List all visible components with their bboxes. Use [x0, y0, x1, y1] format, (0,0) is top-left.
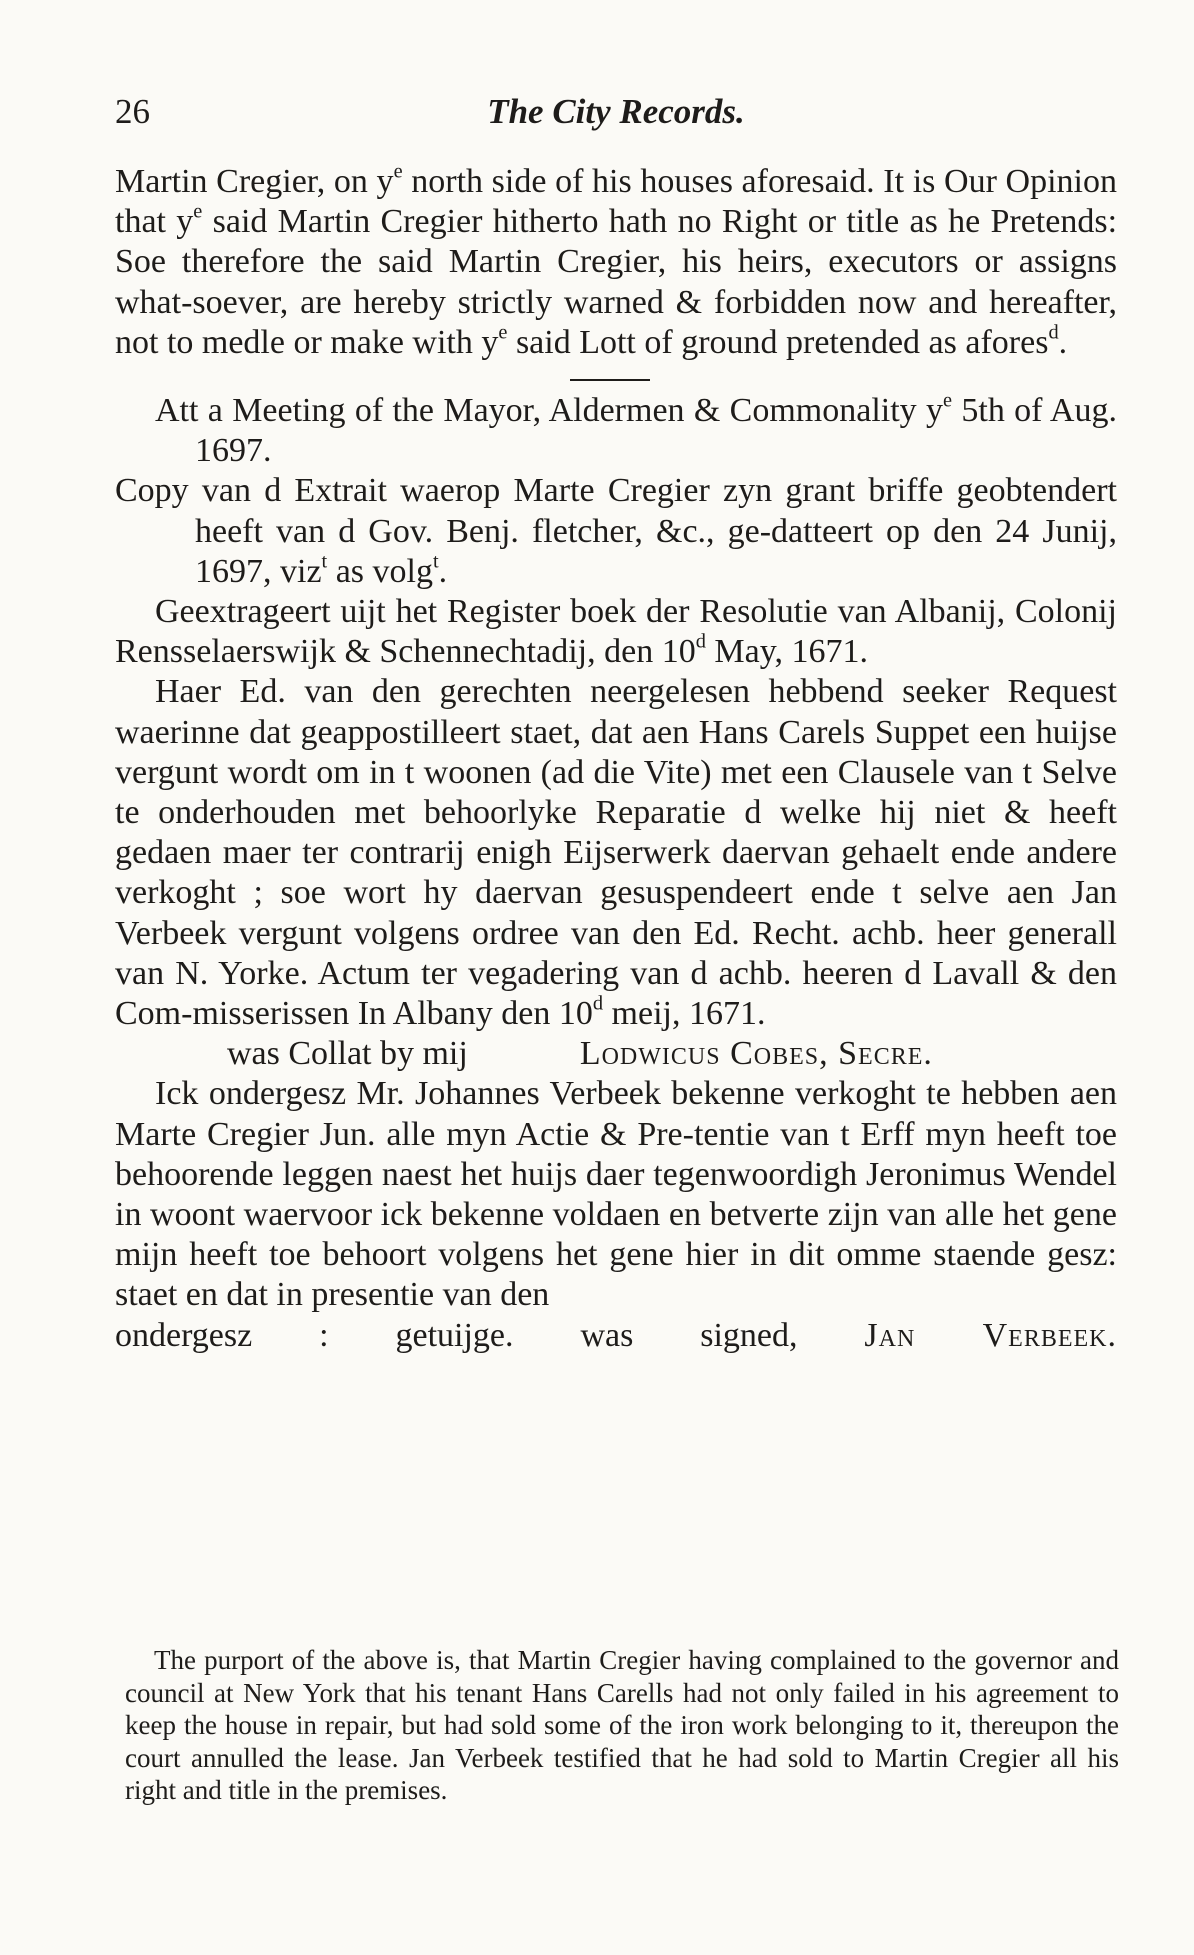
paragraph-meeting-heading: Att a Meeting of the Mayor, Aldermen & Commonality $y^e$ 5th of Aug. 1697.: [155, 389, 1117, 470]
paragraph-cregier-opinion: Martin Cregier, on $y^e$ north side of his houses aforesaid. It is Our Opinion that $y^e$ said Martin Cregier hitherto hath no Right or title as he Pretends: Soe therefore the said Martin Cregier, his heirs, executors or assigns what-soever, are hereby strictly warned & forbidden now and hereafter, not to medle or make with $y^e$ said Lott of ground pretended as afores$^d$.: [115, 160, 1118, 361]
paragraph-copy-extract: Copy van d Extrait waerop Marte Cregier zyn grant briffe geobtendert heeft van d Gov. Benj. fletcher, &c., ge-datteert op den 24 Junij, 1697, viz$^t$ as volg$^t$.: [115, 472, 1117, 590]
paragraph-court-resolution: Haer Ed. van den gerechten neergelesen hebbend seeker Request waerinne dat geappostilleert staet, dat aen Hans Carels Suppet een huijse vergunt wordt om in t woonen (ad die Vite) met een Clausele van t Selve te onderhouden met behoorlyke Reparatie d welke hij niet & heeft gedaen maer ter contrarij enigh Eijserwerk daervan gehaelt ende andere verkoght ; soe wort hy daervan gesuspendeert ende t selve aen Jan Verbeek vergunt volgens ordree van den Ed. Recht. achb. heer generall van N. Yorke. Actum ter vegadering van d achb. heeren d Lavall & den Com-misserissen In Albany den 10$^d$ meij, 1671.: [115, 673, 1117, 1033]
signed-label: was signed,: [580, 1316, 798, 1354]
running-title: The City Records.: [487, 92, 745, 131]
section-divider: [570, 379, 650, 381]
collation-label: was Collat by mij: [227, 1035, 468, 1073]
deed-signature-line: [115, 1316, 1117, 1356]
editorial-footnote: The purport of the above is, that Martin Cregier having complained to the governor and council at New York that his tenant Hans Carells had not only failed in his agreement to keep the house in repair, but had sold some of the iron work belonging to it, thereupon the court annulled the lease. Jan Verbeek testified that he had sold to Martin Cregier all his right and title in the premises.: [125, 1645, 1119, 1805]
page-number: 26: [115, 92, 150, 131]
paragraph-register-extract: Geextrageert uijt het Register boek der Resolutie van Albanij, Colonij Rensselaerswijk & Schennechtadij, den 10$^d$ May, 1671.: [115, 593, 1117, 671]
page-header: [115, 92, 1117, 142]
witness-text: ondergesz : getuijge.: [115, 1316, 514, 1354]
collation-signature: [115, 1034, 1117, 1074]
verbeek-signature: Jan Verbeek.: [864, 1316, 1117, 1354]
secretary-name: Lodwicus Cobes, Secre.: [579, 1035, 933, 1073]
paragraph-verbeek-deed: Ick ondergesz Mr. Johannes Verbeek bekenne verkoght te hebben aen Marte Cregier Jun. alle myn Actie & Pre-tentie van t Erff myn heeft toe behoorende leggen naest het huijs daer tegenwoordigh Jeronimus Wendel in woont waervoor ick bekenne voldaen en betverte zijn van alle het gene mijn heeft toe behoort volgens het gene hier in dit omme staende gesz: staet en dat in presentie van den: [115, 1075, 1117, 1314]
main-text: [115, 162, 1117, 1356]
